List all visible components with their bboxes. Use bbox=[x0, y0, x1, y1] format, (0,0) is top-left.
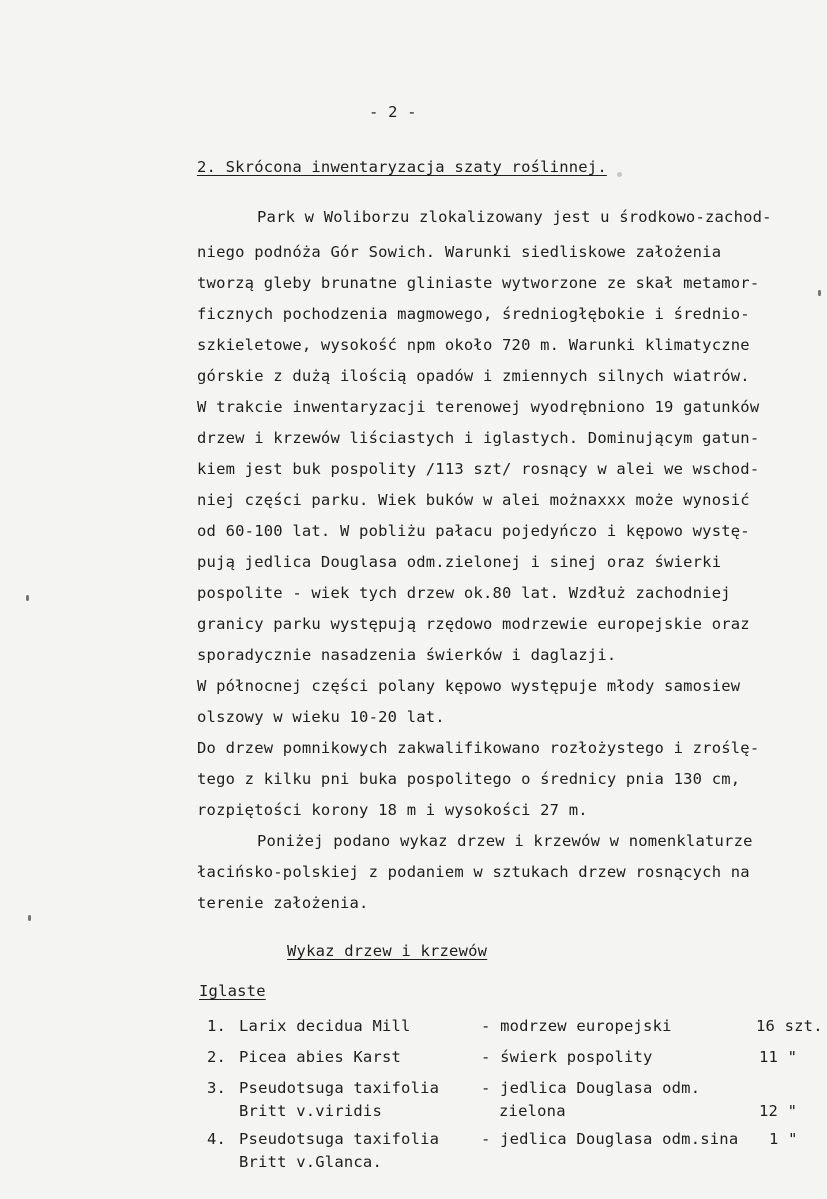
list-heading: Wykaz drzew i krzewów bbox=[287, 942, 488, 960]
body-line: niego podnóża Gór Sowich. Warunki siedliskowe założenia bbox=[197, 243, 722, 261]
entry-polish-name: - jedlica Douglasa odm.sina bbox=[481, 1130, 739, 1148]
body-line: pują jedlica Douglasa odm.zielonej i sinej oraz świerki bbox=[197, 553, 722, 571]
body-line: od 60-100 lat. W pobliżu pałacu pojedyńczo i kępowo wystę- bbox=[197, 522, 750, 540]
body-line: Poniżej podano wykaz drzew i krzewów w nomenklaturze bbox=[257, 832, 753, 850]
entry-latin-name: Pseudotsuga taxifolia bbox=[239, 1130, 440, 1148]
entry-number: 4. bbox=[207, 1130, 227, 1148]
entry-polish-name: - świerk pospolity bbox=[481, 1048, 653, 1066]
entry-latin-name-cont: Britt v.viridis bbox=[239, 1102, 382, 1120]
entry-count: 12 " bbox=[759, 1102, 798, 1120]
entry-number: 1. bbox=[207, 1017, 227, 1035]
body-line: Park w Woliborzu zlokalizowany jest u środkowo-zachod- bbox=[257, 208, 772, 226]
entry-latin-name: Larix decidua Mill bbox=[239, 1017, 411, 1035]
page-number: - 2 - bbox=[369, 103, 417, 121]
entry-number: 2. bbox=[207, 1048, 227, 1066]
body-line: rozpiętości korony 18 m i wysokości 27 m. bbox=[197, 801, 588, 819]
body-line: olszowy w wieku 10-20 lat. bbox=[197, 708, 445, 726]
body-line: łacińsko-polskiej z podaniem w sztukach drzew rosnących na bbox=[197, 863, 750, 881]
body-line: Do drzew pomnikowych zakwalifikowano rozłożystego i zroślę- bbox=[197, 739, 760, 757]
body-line: terenie założenia. bbox=[197, 894, 369, 912]
body-line: ficznych pochodzenia magmowego, średniogłębokie i średnio- bbox=[197, 305, 750, 323]
body-line: kiem jest buk pospolity /113 szt/ rosnący w alei we wschod- bbox=[197, 460, 760, 478]
body-line: tego z kilku pni buka pospolitego o średnicy pnia 130 cm, bbox=[197, 770, 741, 788]
body-line: szkieletowe, wysokość npm około 720 m. Warunki klimatyczne bbox=[197, 336, 750, 354]
body-line: granicy parku występują rzędowo modrzewie europejskie oraz bbox=[197, 615, 750, 633]
entry-count: 16 szt. bbox=[756, 1017, 823, 1035]
category-heading: Iglaste bbox=[199, 982, 266, 1000]
body-line: sporadycznie nasadzenia świerków i daglazji. bbox=[197, 646, 617, 664]
body-line: drzew i krzewów liściastych i iglastych. Dominującym gatun- bbox=[197, 429, 760, 447]
body-line: W północnej części polany kępowo występuje młody samosiew bbox=[197, 677, 741, 695]
punch-hole-mark bbox=[28, 915, 31, 921]
entry-polish-name-cont: zielona bbox=[499, 1102, 566, 1120]
entry-count: 11 " bbox=[759, 1048, 798, 1066]
entry-latin-name: Picea abies Karst bbox=[239, 1048, 402, 1066]
punch-hole-mark bbox=[818, 290, 821, 296]
body-line: pospolite - wiek tych drzew ok.80 lat. Wzdłuż zachodniej bbox=[197, 584, 731, 602]
punch-hole-mark bbox=[26, 595, 29, 601]
entry-count: 1 " bbox=[769, 1130, 798, 1148]
paper-spot bbox=[617, 172, 622, 177]
entry-latin-name: Pseudotsuga taxifolia bbox=[239, 1079, 440, 1097]
body-line: niej części parku. Wiek buków w alei możnaxxx może wynosić bbox=[197, 491, 750, 509]
body-line: W trakcie inwentaryzacji terenowej wyodrębniono 19 gatunków bbox=[197, 398, 760, 416]
body-line: tworzą gleby brunatne gliniaste wytworzone ze skał metamor- bbox=[197, 274, 760, 292]
entry-latin-name-cont: Britt v.Glanca. bbox=[239, 1153, 382, 1171]
body-line: górskie z dużą ilością opadów i zmiennych silnych wiatrów. bbox=[197, 367, 750, 385]
entry-number: 3. bbox=[207, 1079, 227, 1097]
section-heading: 2. Skrócona inwentaryzacja szaty roślinnej. bbox=[197, 158, 607, 176]
entry-polish-name: - modrzew europejski bbox=[481, 1017, 672, 1035]
entry-polish-name: - jedlica Douglasa odm. bbox=[481, 1079, 701, 1097]
